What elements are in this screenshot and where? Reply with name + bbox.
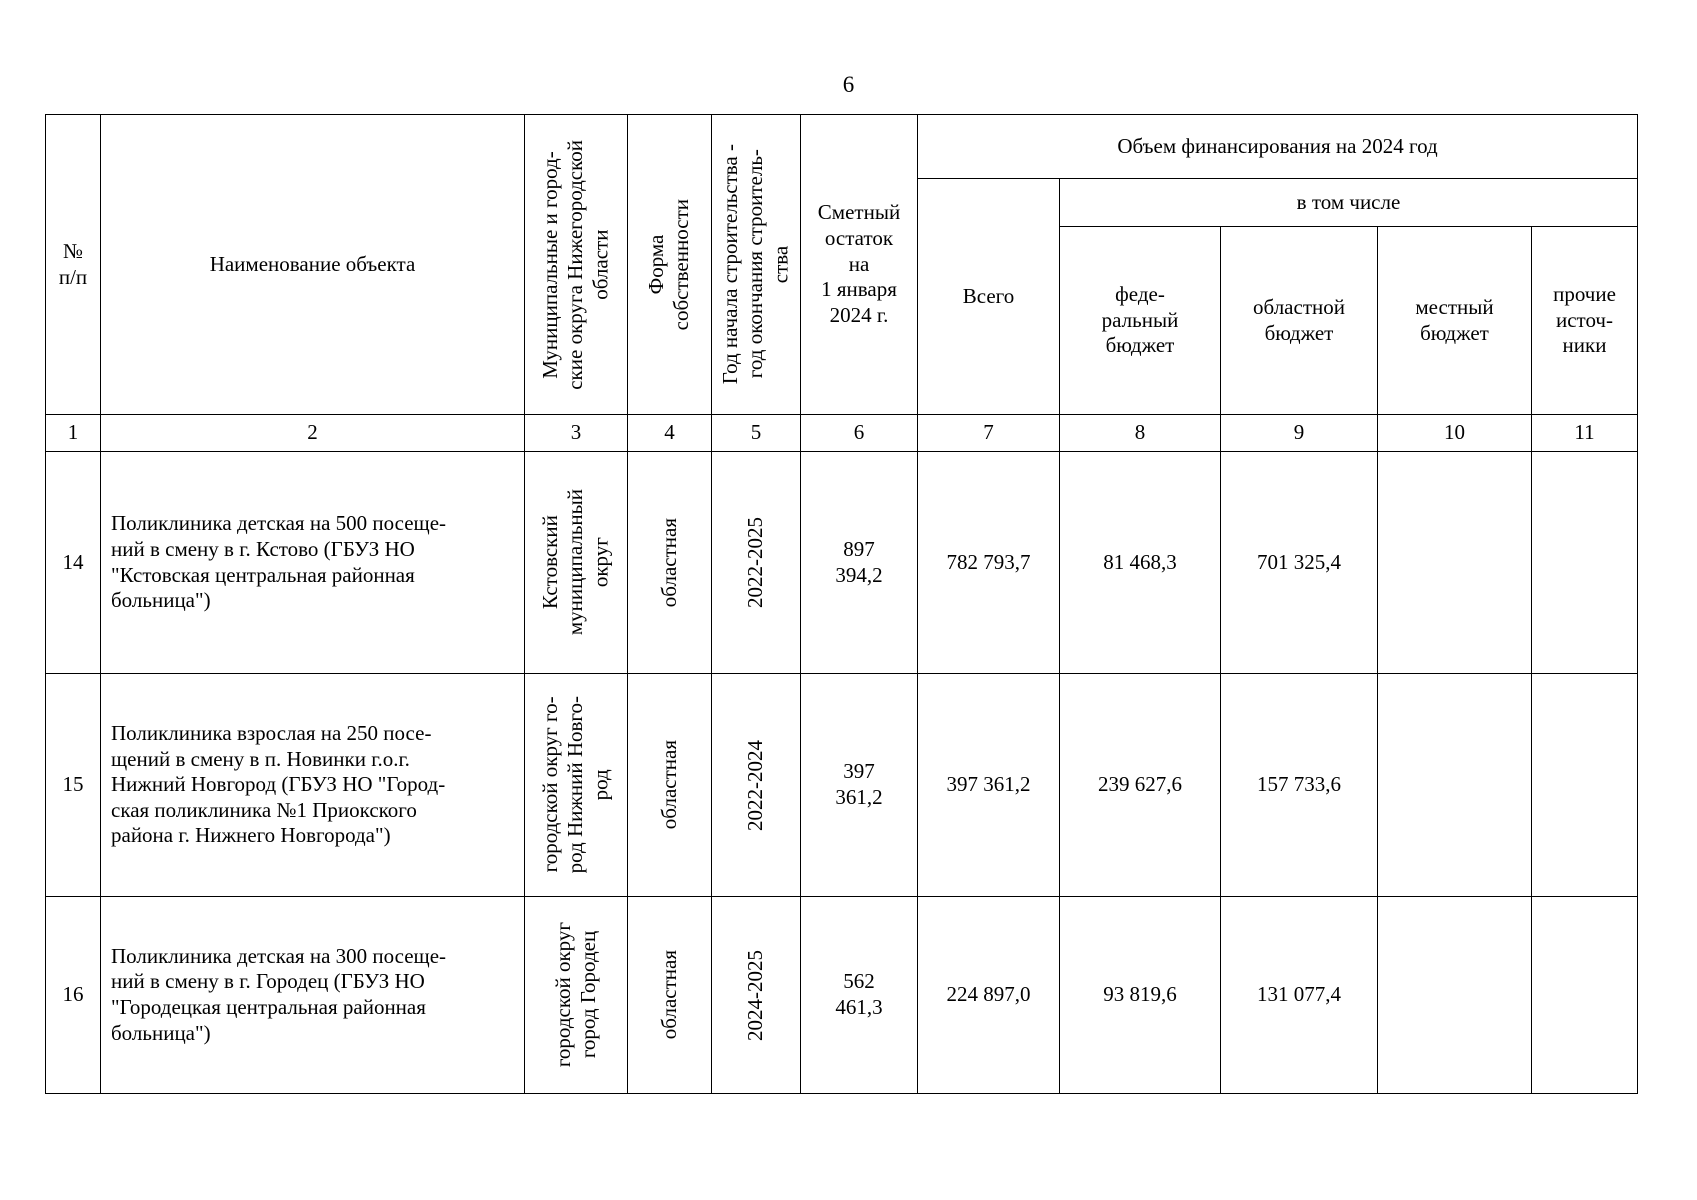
column-number-row xyxy=(46,415,1638,452)
total-value: 782 793,7 xyxy=(918,452,1060,674)
other-value xyxy=(1532,674,1638,897)
table-row xyxy=(46,452,1638,674)
col-number: 6 xyxy=(801,415,918,452)
header-num: № п/п xyxy=(46,115,101,415)
col-number: 1 xyxy=(46,415,101,452)
col-number: 4 xyxy=(628,415,712,452)
col-number: 5 xyxy=(712,415,801,452)
total-value: 397 361,2 xyxy=(918,674,1060,897)
local-value xyxy=(1378,452,1532,674)
estimate-balance: 562 461,3 xyxy=(801,897,918,1094)
header-municipal: Муниципальные и город- ские округа Нижегородской области xyxy=(525,115,628,415)
col-number: 8 xyxy=(1060,415,1221,452)
other-value xyxy=(1532,897,1638,1094)
municipality: Кстовский муниципальный округ xyxy=(525,452,628,674)
regional-value: 157 733,6 xyxy=(1221,674,1378,897)
col-number: 9 xyxy=(1221,415,1378,452)
row-num: 14 xyxy=(46,452,101,674)
header-funding: Объем финансирования на 2024 год xyxy=(918,115,1638,179)
header-estimate-balance: Сметный остаток на 1 января 2024 г. xyxy=(801,115,918,415)
object-name: Поликлиника взрослая на 250 посе- щений в смену в п. Новинки г.о.г. Нижний Новгород (ГБУЗ НО "Город- ская поликлиника №1 Приокского района г. Нижнего Новгорода") xyxy=(101,674,525,897)
header-total: Всего xyxy=(918,179,1060,415)
ownership-form: областная xyxy=(628,452,712,674)
other-value xyxy=(1532,452,1638,674)
ownership-form: областная xyxy=(628,897,712,1094)
local-value xyxy=(1378,674,1532,897)
estimate-balance: 397 361,2 xyxy=(801,674,918,897)
federal-value: 93 819,6 xyxy=(1060,897,1221,1094)
header-other: прочие источ- ники xyxy=(1532,227,1638,415)
object-name: Поликлиника детская на 500 посеще- ний в смену в г. Кстово (ГБУЗ НО "Кстовская центральная районная больница") xyxy=(101,452,525,674)
header-including: в том числе xyxy=(1060,179,1638,227)
row-num: 16 xyxy=(46,897,101,1094)
financing-table xyxy=(45,114,1638,1094)
table-row xyxy=(46,674,1638,897)
construction-years: 2022-2025 xyxy=(712,452,801,674)
header-regional: областной бюджет xyxy=(1221,227,1378,415)
estimate-balance: 897 394,2 xyxy=(801,452,918,674)
row-num: 15 xyxy=(46,674,101,897)
construction-years: 2024-2025 xyxy=(712,897,801,1094)
col-number: 3 xyxy=(525,415,628,452)
federal-value: 81 468,3 xyxy=(1060,452,1221,674)
municipality: городской округ го- род Нижний Новго- род xyxy=(525,674,628,897)
header-local: местный бюджет xyxy=(1378,227,1532,415)
regional-value: 701 325,4 xyxy=(1221,452,1378,674)
header-name: Наименование объекта xyxy=(101,115,525,415)
municipality: городской округ город Городец xyxy=(525,897,628,1094)
col-number: 7 xyxy=(918,415,1060,452)
col-number: 11 xyxy=(1532,415,1638,452)
col-number: 10 xyxy=(1378,415,1532,452)
construction-years: 2022-2024 xyxy=(712,674,801,897)
header-construction-years: Год начала строительства - год окончания строитель- ства xyxy=(712,115,801,415)
header-ownership-form: Форма собственности xyxy=(628,115,712,415)
col-number: 2 xyxy=(101,415,525,452)
object-name: Поликлиника детская на 300 посеще- ний в смену в г. Городец (ГБУЗ НО "Городецкая центральная районная больница") xyxy=(101,897,525,1094)
local-value xyxy=(1378,897,1532,1094)
ownership-form: областная xyxy=(628,674,712,897)
total-value: 224 897,0 xyxy=(918,897,1060,1094)
regional-value: 131 077,4 xyxy=(1221,897,1378,1094)
page-number: 6 xyxy=(842,72,855,97)
table-row xyxy=(46,897,1638,1094)
header-federal: феде- ральный бюджет xyxy=(1060,227,1221,415)
federal-value: 239 627,6 xyxy=(1060,674,1221,897)
